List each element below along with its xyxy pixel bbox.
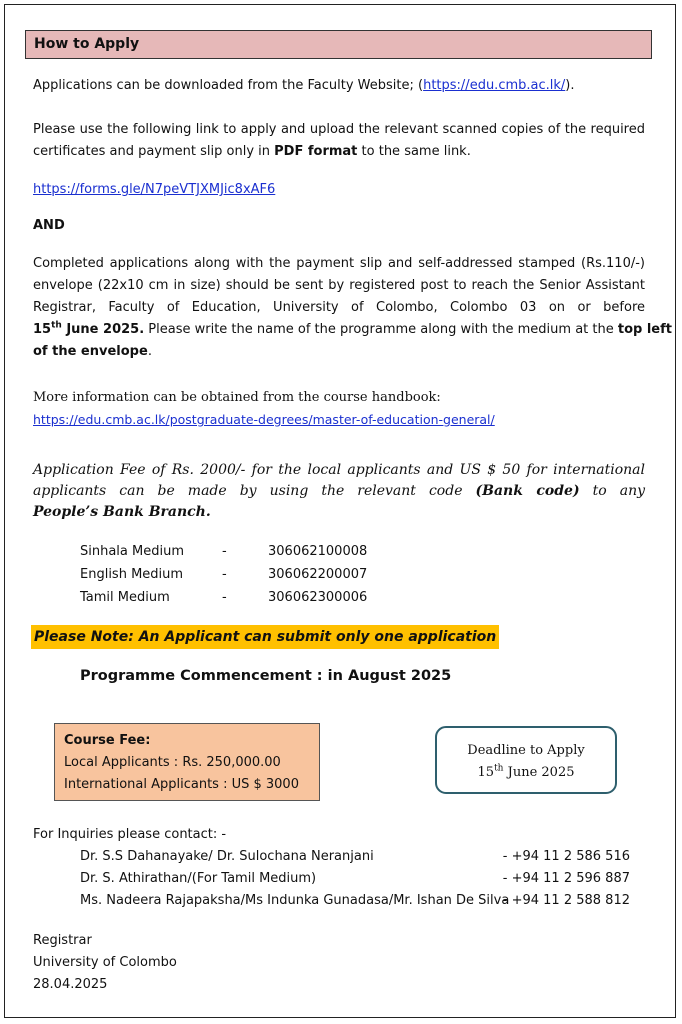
upload-line-2-post: to the same link.	[357, 144, 471, 159]
signature-org: University of Colombo	[33, 955, 177, 970]
heading-text: How to Apply	[34, 36, 140, 52]
download-paragraph	[33, 75, 645, 97]
contact-name: Dr. S.S Dahanayake/ Dr. Sulochana Neranjani	[80, 849, 374, 864]
course-fee-local: Local Applicants : Rs. 250,000.00	[64, 755, 281, 770]
envelope-text: of the envelope	[33, 344, 148, 359]
bank-code-text: (Bank code)	[475, 483, 580, 499]
post-line-4-mid: Please write the name of the programme along with the medium at the	[144, 322, 618, 337]
medium-label: Tamil Medium	[80, 590, 170, 605]
separator-dash: -	[222, 544, 227, 559]
post-line-5: of the envelope.	[33, 344, 152, 359]
contact-row	[80, 890, 630, 912]
deadline-title: Deadline to Apply	[467, 743, 585, 758]
medium-label: English Medium	[80, 567, 184, 582]
important-note: Please Note: An Applicant can submit only one application	[31, 625, 499, 649]
inquiries-title: For Inquiries please contact: -	[33, 827, 227, 842]
and-label: AND	[33, 218, 65, 233]
bank-code-row	[80, 563, 400, 586]
contact-phone: - +94 11 2 588 812	[502, 893, 630, 908]
form-link-row	[33, 179, 645, 201]
google-form-link[interactable]: https://forms.gle/N7peVTJXMJic8xAF6	[33, 182, 276, 197]
application-fee-paragraph	[33, 460, 645, 523]
document-page	[4, 4, 676, 1018]
contact-name: Dr. S. Athirathan/(For Tamil Medium)	[80, 871, 317, 886]
handbook-link[interactable]: https://edu.cmb.ac.lk/postgraduate-degrees/master-of-education-general/	[33, 412, 495, 427]
signature-title: Registrar	[33, 933, 92, 948]
more-info-text: More information can be obtained from the course handbook:	[33, 390, 441, 405]
deadline-date: 15th June 2025	[477, 763, 575, 780]
contact-phone: - +94 11 2 586 516	[502, 849, 630, 864]
download-end: ).	[565, 78, 575, 93]
contact-name: Ms. Nadeera Rajapaksha/Ms Indunka Gunadasa/Mr. Ishan De Silva	[80, 893, 510, 908]
upload-line-1: Please use the following link to apply and upload the relevant scanned copies of the required	[33, 122, 645, 137]
upload-line-2-pre: certificates and payment slip only in	[33, 144, 275, 159]
contact-phone: - +94 11 2 596 887	[502, 871, 630, 886]
signature-date: 28.04.2025	[33, 977, 108, 992]
section-heading	[25, 30, 652, 59]
contact-row	[80, 868, 630, 890]
course-fee-box	[54, 723, 320, 801]
course-fee-title: Course Fee:	[64, 733, 151, 748]
separator-dash: -	[222, 567, 227, 582]
bank-code-value: 306062300006	[268, 590, 368, 605]
bank-code-value: 306062100008	[268, 544, 368, 559]
peoples-bank-text: People’s Bank Branch.	[33, 504, 211, 520]
programme-commencement: Programme Commencement : in August 2025	[80, 668, 452, 684]
post-line-2: envelope (22x10 cm in size) should be sent by registered post to reach the Senior Assistant	[33, 278, 645, 293]
bank-code-value: 306062200007	[268, 567, 368, 582]
deadline-date-inline: 15th June 2025.	[33, 320, 145, 337]
signature-block	[33, 930, 177, 996]
top-left-text: top left	[617, 322, 672, 337]
medium-label: Sinhala Medium	[80, 544, 184, 559]
separator-dash: -	[222, 590, 227, 605]
download-text: Applications can be downloaded from the Faculty Website; (	[33, 78, 424, 93]
pdf-format-text: PDF format	[274, 144, 358, 159]
more-info-paragraph	[33, 387, 645, 432]
fee-line-2: applicants can be made by using the relevant code (Bank code) to any	[33, 483, 645, 499]
contact-row	[80, 846, 630, 868]
upload-paragraph	[33, 119, 645, 163]
fee-line-1: Application Fee of Rs. 2000/- for the local applicants and US $ 50 for international	[33, 462, 645, 478]
post-paragraph	[33, 253, 672, 363]
post-line-3: Registrar, Faculty of Education, University of Colombo, Colombo 03 on or before	[33, 300, 645, 315]
bank-code-row	[80, 586, 400, 609]
faculty-website-link[interactable]: https://edu.cmb.ac.lk/	[423, 78, 566, 93]
bank-code-row	[80, 540, 400, 563]
course-fee-international: International Applicants : US $ 3000	[64, 777, 299, 792]
deadline-box	[435, 726, 617, 794]
post-line-1: Completed applications along with the payment slip and self-addressed stamped (Rs.110/-)	[33, 256, 645, 271]
post-line-4	[33, 319, 672, 341]
